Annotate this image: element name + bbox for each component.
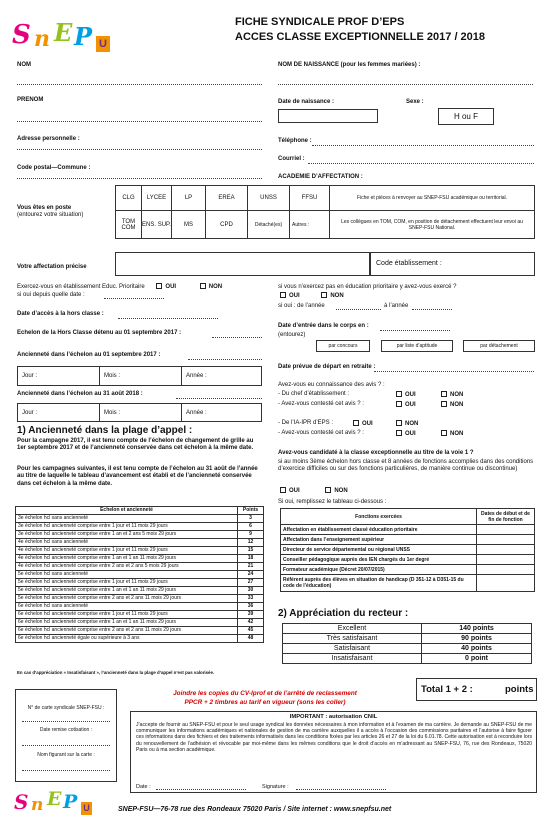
anc-2018-table [17, 403, 262, 422]
fonction-dates-cell[interactable] [477, 535, 535, 545]
anc-2017-line[interactable] [188, 359, 262, 360]
echelon-label: 5e échelon hcl ancienneté comprise entre 2 ans et 2 ans 11 mois 29 jours [16, 595, 238, 603]
aff-note-2: Les collègues en TOM, COM, en position de détachement effectuent leur envoi au SNEP-FSU National. [330, 211, 535, 239]
footer-letter-n: n [31, 795, 44, 815]
echelon-label: 6e échelon hcl ancienneté comprise entre 2 ans et 2 ans 11 mois 29 jours [16, 627, 238, 635]
joindre-line-1: Joindre les copies du CV-Iprof et de l’arrêté de reclassement [173, 690, 357, 697]
echelon-label: 6e échelon hcl sans ancienneté [16, 603, 238, 611]
footer-fsu-badge: U [81, 802, 92, 815]
poste-hint: (entourez votre situation) [17, 212, 84, 218]
snep-logo-footer [14, 788, 114, 820]
fonction-label: Référent auprès des élèves en situation de handicap (D 351-12 à D351-15 du code de l’éducation) [281, 575, 477, 592]
telephone-line[interactable] [312, 145, 534, 146]
echelon-label: 4e échelon hcl ancienneté comprise entre 1 an et 1 an 11 mois 29 jours [16, 555, 238, 563]
echelon-points: 3 [238, 515, 264, 523]
anc-2018-mois[interactable] [100, 404, 182, 422]
voie1-title: Avez-vous candidaté à la classe exceptionnelle au titre de la voie 1 ? [278, 450, 474, 456]
appreciation-row[interactable] [283, 624, 532, 634]
echelon-row [16, 619, 264, 627]
footer-letter-p: P [63, 791, 78, 813]
chef-non: NON [450, 392, 464, 398]
fonction-dates-cell[interactable] [477, 555, 535, 565]
echelon-points: 6 [238, 523, 264, 531]
par-concours-option[interactable]: par concours [316, 340, 370, 352]
dates-header: Dates de début et de fin de fonction [477, 509, 535, 525]
cnil-date-line[interactable] [156, 789, 246, 790]
fonction-label: Affectation en établissement classé éducation prioritaire [281, 525, 477, 535]
echelon-label: 5e échelon hcl sans ancienneté [16, 571, 238, 579]
echelon-label: 4e échelon hcl ancienneté comprise entre 1 jour et 11 mois 29 jours [16, 547, 238, 555]
echelon-row [16, 635, 264, 643]
echelon-label: 5e échelon hcl ancienneté comprise entre 1 an et 1 an 11 mois 29 jours [16, 587, 238, 595]
adresse-label: Adresse personnelle : [17, 136, 80, 142]
nom-figurant-line[interactable] [22, 770, 110, 771]
echelon-row [16, 595, 264, 603]
pas-educ-non: NON [330, 293, 344, 299]
aff-cpd[interactable]: CPD [206, 211, 248, 239]
footer-address: SNEP-FSU—76-78 rue des Rondeaux 75020 Paris / Site internet : www.snepfsu.net [118, 806, 392, 813]
chef-oui-checkbox[interactable] [396, 391, 402, 397]
echelon-row [16, 587, 264, 595]
fonction-row [281, 535, 535, 545]
nom-naissance-label: NOM DE NAISSANCE (pour les femmes mariées) : [278, 62, 421, 68]
anciennete-title: 1) Ancienneté dans la plage d’appel : [17, 425, 193, 436]
echelon-row [16, 515, 264, 523]
voie1-text: si au moins 3ème échelon hors classe et 8 années de fonctions accomplies dans des conditions d’exercice difficiles ou sur des fonctions particulières, de manière continue ou discontinue) [278, 459, 534, 473]
voie1-non-checkbox[interactable] [325, 487, 331, 493]
ia-non: NON [405, 421, 419, 427]
echelon-row [16, 555, 264, 563]
anc-2018-jour[interactable] [18, 404, 100, 422]
fonctions-table [280, 508, 535, 592]
appreciation-points: 90 points [422, 634, 532, 644]
retraite-line[interactable] [374, 371, 534, 372]
chef-conteste-oui-checkbox[interactable] [396, 401, 402, 407]
fonction-dates-cell[interactable] [477, 575, 535, 592]
echelon-row [16, 627, 264, 635]
anciennete-text-1: Pour la campagne 2017, il est tenu compte de l’échelon de changement de grille au 1er septembre 2017 et de l’ancienneté conservée dans cet échelon à la même date. [17, 438, 254, 452]
fonction-row [281, 545, 535, 555]
voie1-checkbox-row [278, 487, 348, 494]
echelon-table [15, 506, 264, 643]
carte-numero-label: N° de carte syndicale SNEP-FSU : [27, 705, 105, 711]
echelon-row [16, 571, 264, 579]
anc-2018-annee[interactable] [182, 404, 262, 422]
courriel-line[interactable] [308, 163, 534, 164]
a-annee: à l’année [384, 303, 409, 309]
pas-educ-oui-checkbox[interactable] [280, 292, 286, 298]
ia-conteste-non-checkbox[interactable] [441, 430, 447, 436]
fonction-label: Directeur de service départemental ou régional UNSS [281, 545, 477, 555]
aff-tom-com[interactable]: TOM COM [116, 211, 142, 239]
anciennete-text-2: Pour les campagnes suivantes, il est tenu compte de l’échelon au 31 août de l’année au titre de laquelle le tableau d’avancement est établi et de l’ancienneté conservée dans cet échelon à la même date. [17, 466, 258, 487]
footer-letter-s: S [14, 790, 29, 814]
educ-prio-oui-checkbox[interactable] [156, 283, 162, 289]
appreciation-row[interactable] [283, 654, 532, 664]
chef-non-checkbox[interactable] [441, 391, 447, 397]
ia-label: - De l’IA-IPR d’EPS : [278, 420, 334, 426]
ia-conteste-non: NON [450, 431, 464, 437]
educ-prio-label: Exercez-vous en établissement Educ. Prioritaire [17, 284, 145, 290]
si-oui-tableau: Si oui, remplissez le tableau ci-dessous : [278, 499, 387, 505]
echelon-header: Echelon et ancienneté [16, 507, 238, 515]
courriel-label: Courriel : [278, 156, 305, 162]
title-line-2: ACCES CLASSE EXCEPTIONNELLE 2017 / 2018 [235, 31, 486, 43]
fonction-row [281, 575, 535, 592]
poste-label: Vous êtes en poste [17, 205, 72, 211]
si-oui-annee: si oui : de l’année [278, 303, 325, 309]
ia-oui: OUI [362, 421, 373, 427]
pas-educ-non-checkbox[interactable] [321, 292, 327, 298]
sexe-box[interactable]: H ou F [438, 108, 494, 125]
nom-naissance-line[interactable] [278, 84, 533, 85]
fonction-dates-cell[interactable] [477, 545, 535, 555]
appreciation-label: Excellent [283, 624, 422, 634]
ia-conteste-oui-checkbox[interactable] [396, 430, 402, 436]
echelon-points: 24 [238, 571, 264, 579]
date-remise-label: Date remise cotisation : [39, 727, 93, 733]
anc-2017-table [17, 366, 262, 386]
fonction-label: Affectation dans l’enseignement supérieur [281, 535, 477, 545]
echelon-label: 6e échelon hcl ancienneté comprise entre 1 an et 1 an 11 mois 29 jours [16, 619, 238, 627]
pas-educ-oui: OUI [289, 293, 300, 299]
ia-avis-row [278, 420, 538, 426]
appreciation-label: Satisfaisant [283, 644, 422, 654]
appreciation-points: 0 point [422, 654, 532, 664]
chef-conteste-oui: OUI [405, 402, 416, 408]
votre-affectation-label: Votre affectation précise [17, 264, 87, 270]
chef-conteste-non-checkbox[interactable] [441, 401, 447, 407]
chef-oui: OUI [405, 392, 416, 398]
echelon-points: 27 [238, 579, 264, 587]
cnil-date-label: Date : [136, 784, 151, 790]
logo-letter-p: P [74, 22, 93, 51]
a-annee-line[interactable] [412, 309, 452, 310]
echelon-label: 5e échelon hcl ancienneté comprise entre 1 jour et 11 mois 29 jours [16, 579, 238, 587]
echelon-points: 36 [238, 603, 264, 611]
anc-2017-annee[interactable] [182, 367, 262, 386]
aff-clg[interactable]: CLG [116, 186, 142, 211]
anc-2018-mois-label: Mois : [104, 409, 121, 416]
joindre-line-2: PPCR + 2 timbres au tarif en vigueur (sons les coller) [184, 699, 346, 706]
voie1-non: NON [334, 488, 348, 494]
echelon-points: 42 [238, 619, 264, 627]
echelon-row [16, 563, 264, 571]
cnil-signature-line[interactable] [296, 789, 386, 790]
educ-prio-non-checkbox[interactable] [200, 283, 206, 289]
par-liste-aptitude-option[interactable]: par liste d’aptitude [381, 340, 453, 352]
aff-autres[interactable]: Autres : [290, 211, 330, 239]
appreciation-points: 40 points [422, 644, 532, 654]
echelon-points: 33 [238, 595, 264, 603]
aff-erea[interactable]: EREA [206, 186, 248, 211]
aff-ens-sup[interactable]: ENS. SUP. [142, 211, 172, 239]
nom-figurant-label: Nom figurant sur la carte : [37, 752, 95, 758]
chef-conteste-non: NON [450, 402, 464, 408]
educ-prio-row [17, 283, 222, 290]
pas-educ-question: si vous n’exercez pas en éducation prioritaire y avez-vous exercé ? [278, 284, 457, 290]
carte-box [15, 689, 117, 782]
ia-conteste-label: - Avez-vous contesté cet avis ? : [278, 430, 364, 436]
adresse-line-1[interactable] [17, 149, 262, 150]
appreciation-label: Très satisfaisant [283, 634, 422, 644]
anc-2018-jour-label: Jour : [22, 409, 38, 416]
aff-detache[interactable]: Détaché(es) [248, 211, 290, 239]
fonction-label: Conseiller pédagogique auprès des IEN chargés du 1er degré [281, 555, 477, 565]
nom-label: NOM [17, 62, 31, 68]
logo-letter-e: E [54, 18, 73, 47]
echelon-points: 39 [238, 611, 264, 619]
echelon-row [16, 603, 264, 611]
code-postal-line[interactable] [17, 178, 262, 179]
fonction-row [281, 565, 535, 575]
prenom-line[interactable] [17, 121, 262, 122]
echelon-points: 45 [238, 627, 264, 635]
telephone-label: Téléphone : [278, 138, 312, 144]
logo-letter-s: S [12, 20, 31, 50]
appreciation-row[interactable] [283, 644, 532, 654]
echelon-row [16, 579, 264, 587]
date-remise-line[interactable] [22, 745, 110, 746]
echelon-label: 3e échelon hcl sans ancienneté [16, 515, 238, 523]
echelon-points: 21 [238, 563, 264, 571]
footer-letter-e: E [47, 788, 62, 810]
prenom-label: PRENOM [17, 97, 44, 103]
code-etablissement-label: Code établissement : [376, 260, 442, 267]
ia-conteste-oui: OUI [405, 431, 416, 437]
fonction-dates-cell[interactable] [477, 565, 535, 575]
echelon-label: 4e échelon hcl sans ancienneté [16, 539, 238, 547]
echelon-points: 18 [238, 555, 264, 563]
pas-educ-options [278, 292, 344, 299]
aff-lp[interactable]: LP [172, 186, 206, 211]
echelon-points: 48 [238, 635, 264, 643]
educ-prio-oui: OUI [165, 284, 177, 290]
retraite-label: Date prévue de départ en retraite : [278, 364, 376, 370]
aff-unss[interactable]: UNSS [248, 186, 290, 211]
date-hors-classe-line[interactable] [118, 318, 218, 319]
date-corps-line[interactable] [380, 330, 450, 331]
depuis-label: si oui depuis quelle date : [17, 292, 85, 298]
anc-2018-label: Ancienneté dans l’échelon au 31 août 2018 : [17, 391, 143, 397]
votre-affectation-box[interactable] [115, 252, 370, 276]
appreciation-label: Insatisfaisant [283, 654, 422, 664]
fonctions-header: Fonctions exercées [281, 509, 477, 525]
echelon-label: 6e échelon hcl ancienneté comprise entre 1 jour et 11 mois 29 jours [16, 611, 238, 619]
de-annee-line[interactable] [336, 309, 381, 310]
chef-label: - Du chef d’établissement : [278, 391, 350, 397]
echelon-label: 6e échelon hcl ancienneté égale ou supérieure à 3 ans [16, 635, 238, 643]
title-line-1: FICHE SYNDICALE PROF D’EPS [235, 16, 405, 28]
date-naissance-box[interactable] [278, 109, 378, 123]
voie1-oui: OUI [289, 488, 300, 494]
anc-2017-annee-label: Année : [186, 373, 207, 379]
fonction-label: Formateur académique (Décret 20/07/2015) [281, 565, 477, 575]
total-label: Total 1 + 2 : [421, 684, 473, 695]
date-corps-label: Date d’entrée dans le corps en : [278, 323, 369, 329]
date-naissance-label: Date de naissance : [278, 99, 335, 105]
appreciation-table [282, 623, 532, 664]
chef-avis-row [278, 391, 538, 397]
echelon-hc-line[interactable] [212, 337, 262, 338]
nom-line[interactable] [17, 84, 262, 85]
appreciation-title: 2) Appréciation du recteur : [278, 608, 409, 619]
snep-logo [12, 14, 122, 56]
echelon-row [16, 523, 264, 531]
voie1-oui-checkbox[interactable] [280, 487, 286, 493]
depuis-line[interactable] [104, 298, 164, 299]
chef-conteste-label: - Avez-vous contesté cet avis ? : [278, 401, 364, 407]
cnil-title: IMPORTANT : autorisation CNIL [289, 714, 378, 720]
anc-2017-jour-label: Jour : [22, 373, 38, 379]
echelon-label: 3e échelon hcl ancienneté comprise entre 1 jour et 11 mois 29 jours [16, 523, 238, 531]
academie-label: ACADEMIE D’AFFECTATION : [278, 174, 363, 180]
aff-note-1: Fiche et pièces à renvoyer au SNEP-FSU académique ou territorial. [330, 186, 535, 211]
points-header: Points [238, 507, 264, 515]
total-points: points [505, 684, 534, 695]
cnil-text: J’accepte de fournir au SNEP-FSU et pour le seul usage syndical les données nécessaires à mon information et à l’examen de ma carrière. Je demande au SNEP-FSU de me communiquer les informations académiques et nationales de gestion de ma carrière auxquelles il a accès à l’occasion des commissions paritaires et l’autorise à faire figurer ces informations dans des fichiers et des traitements informatisés dans les conditions fixées par les articles 26 et 27 de la loi du 6.01.78. Cette autorisation est à reconduire lors du renouvellement de l’adhésion et révocable par moi-même dans les mêmes conditions que le droit d’accès en m’adressant au SNEP-FSU, 76, rue des Rondeaux, 75020 Paris ou à ma section académique. [136, 722, 532, 753]
echelon-label: 3e échelon hcl ancienneté comprise entre 1 an et 2 ans 5 mois 29 jours [16, 531, 238, 539]
aff-ms[interactable]: MS [172, 211, 206, 239]
insatisfaisant-note: En cas d’appréciation « Insatisfaisant », l’ancienneté dans la plage d’appel n’est pas valorisée. [17, 670, 215, 675]
affectation-grid [115, 185, 535, 239]
echelon-hc-label: Echelon de la Hors Classe détenu au 01 septembre 2017 : [17, 330, 182, 336]
fonction-dates-cell[interactable] [477, 525, 535, 535]
anc-2017-label: Ancienneté dans l’échelon au 01 septembre 2017 : [17, 352, 161, 358]
anc-2018-annee-label: Année : [186, 409, 207, 416]
avis-question: Avez-vous eu connaissance des avis ? : [278, 382, 385, 388]
ia-non-checkbox[interactable] [396, 420, 402, 426]
echelon-row [16, 611, 264, 619]
educ-prio-non: NON [208, 284, 223, 290]
entourez-label: (entourez) [278, 332, 306, 338]
ia-conteste-row [278, 430, 538, 436]
echelon-points: 30 [238, 587, 264, 595]
code-postal-label: Code postal—Commune : [17, 165, 91, 171]
aff-ffsu[interactable]: FFSU [290, 186, 330, 211]
appreciation-row[interactable] [283, 634, 532, 644]
echelon-row [16, 539, 264, 547]
anc-2017-jour[interactable] [18, 367, 100, 386]
anc-2017-mois[interactable] [100, 367, 182, 386]
echelon-label: 4e échelon hcl ancienneté comprise entre 2 ans et 2 ans 5 mois 29 jours [16, 563, 238, 571]
date-hors-classe-label: Date d’accès à la hors classe : [17, 311, 104, 317]
appreciation-points: 140 points [422, 624, 532, 634]
echelon-points: 15 [238, 547, 264, 555]
sexe-label: Sexe : [406, 99, 424, 105]
anc-2017-mois-label: Mois : [104, 373, 121, 379]
ia-oui-checkbox[interactable] [353, 420, 359, 426]
chef-conteste-row [278, 401, 538, 407]
fonction-row [281, 555, 535, 565]
echelon-points: 12 [238, 539, 264, 547]
anc-2018-line[interactable] [176, 398, 262, 399]
fsu-badge: U [96, 36, 110, 52]
logo-letter-n: n [34, 26, 50, 52]
echelon-points: 9 [238, 531, 264, 539]
par-detachement-option[interactable]: par détachement [463, 340, 535, 352]
fonction-row [281, 525, 535, 535]
cnil-signature-label: Signature : [262, 784, 289, 790]
carte-numero-line[interactable] [22, 721, 110, 722]
echelon-row [16, 531, 264, 539]
echelon-row [16, 547, 264, 555]
aff-lycee[interactable]: LYCEE [142, 186, 172, 211]
